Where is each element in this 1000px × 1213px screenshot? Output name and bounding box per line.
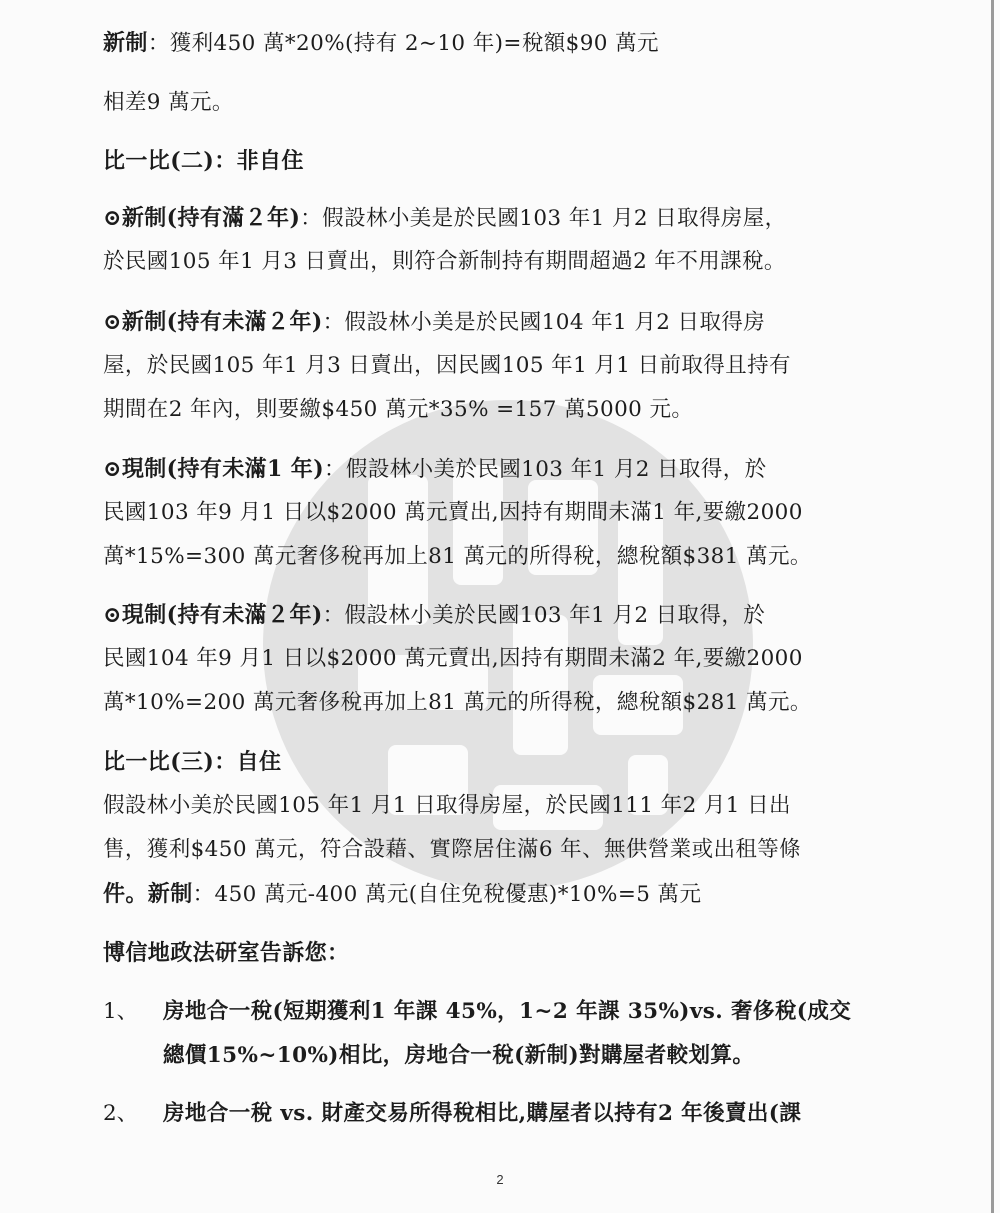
line-text: 於民國105 年1 月3 日賣出，則符合新制持有期間超過2 年不用課稅。 xyxy=(103,249,786,274)
text-line xyxy=(103,498,803,528)
text-line xyxy=(103,247,786,277)
line-text: 民國103 年9 月1 日以$2000 萬元賣出,因持有期間未滿1 年,要繳2000 xyxy=(103,500,803,525)
text-line xyxy=(103,395,693,425)
case-label: ⊙現制(持有未滿２年) xyxy=(103,602,323,628)
list-number: 1、 xyxy=(103,999,139,1024)
text-line xyxy=(103,879,701,910)
line-text: 民國104 年9 月1 日以$2000 萬元賣出,因持有期間未滿2 年,要繳2000 xyxy=(103,646,803,671)
heading-text: 博信地政法研室告訴您： xyxy=(103,940,350,966)
list-item-text: 房地合一稅(短期獲利1 年課 45%，1~2 年課 35%)vs. 奢侈稅(成交 xyxy=(163,999,852,1024)
line-text: ：假設林小美於民國103 年1 月2 日取得，於 xyxy=(324,457,767,482)
line-text: ：假設林小美是於民國104 年1 月2 日取得房 xyxy=(322,310,766,335)
text-line xyxy=(103,542,812,572)
text-line xyxy=(103,28,659,59)
label-new-system: 新制 xyxy=(103,30,148,56)
page-number: 2 xyxy=(496,1172,504,1187)
section-heading xyxy=(103,747,281,777)
section-heading xyxy=(103,938,349,968)
line-text: 屋，於民國105 年1 月3 日賣出，因民國105 年1 月1 日前取得且持有 xyxy=(103,353,791,378)
text-line xyxy=(103,644,803,674)
heading-text: 比一比(二)：非自住 xyxy=(103,148,304,174)
list-number: 2、 xyxy=(103,1101,139,1126)
text-line xyxy=(103,88,234,118)
line-text: ：450 萬元-400 萬元(自住免稅優惠)*10%=5 萬元 xyxy=(192,882,702,907)
line-text: 期間在2 年內，則要繳$450 萬元*35% =157 萬5000 元。 xyxy=(103,397,694,422)
line-text: ：假設林小美是於民國103 年1 月2 日取得房屋， xyxy=(300,206,787,231)
line-text: ：獲利450 萬*20%(持有 2~10 年)=稅額$90 萬元 xyxy=(147,31,659,56)
list-item-text: 總價15%~10%)相比，房地合一稅(新制)對購屋者較划算。 xyxy=(163,1043,755,1068)
text-line xyxy=(103,791,791,821)
line-text: 售，獲利$450 萬元，符合設藉、實際居住滿6 年、無供營業或出租等條 xyxy=(103,837,802,862)
text-line xyxy=(103,600,765,631)
line-text: 相差9 萬元。 xyxy=(103,90,234,115)
text-line xyxy=(103,351,791,381)
text-line xyxy=(103,203,787,234)
heading-text: 比一比(三)：自住 xyxy=(103,749,282,775)
case-label: ⊙新制(持有未滿２年) xyxy=(103,309,323,335)
scan-edge xyxy=(991,0,994,1213)
case-label: ⊙現制(持有未滿1 年) xyxy=(103,456,325,482)
list-item-text: 房地合一稅 vs. 財產交易所得稅相比,購屋者以持有2 年後賣出(課 xyxy=(163,1101,802,1126)
line-text: 萬*15%=300 萬元奢侈稅再加上81 萬元的所得稅，總稅額$381 萬元。 xyxy=(103,544,812,569)
line-text: ：假設林小美於民國103 年1 月2 日取得，於 xyxy=(322,603,766,628)
line-text: 假設林小美於民國105 年1 月1 日取得房屋，於民國111 年2 月1 日出 xyxy=(103,793,791,818)
line-text: 萬*10%=200 萬元奢侈稅再加上81 萬元的所得稅，總稅額$281 萬元。 xyxy=(103,690,812,715)
text-line xyxy=(103,835,801,865)
text-line xyxy=(103,307,765,338)
case-label: ⊙新制(持有滿２年) xyxy=(103,205,301,231)
text-line xyxy=(103,688,812,718)
label-new-system: 件。新制 xyxy=(103,881,193,907)
text-line xyxy=(103,454,767,485)
section-heading xyxy=(103,146,304,176)
